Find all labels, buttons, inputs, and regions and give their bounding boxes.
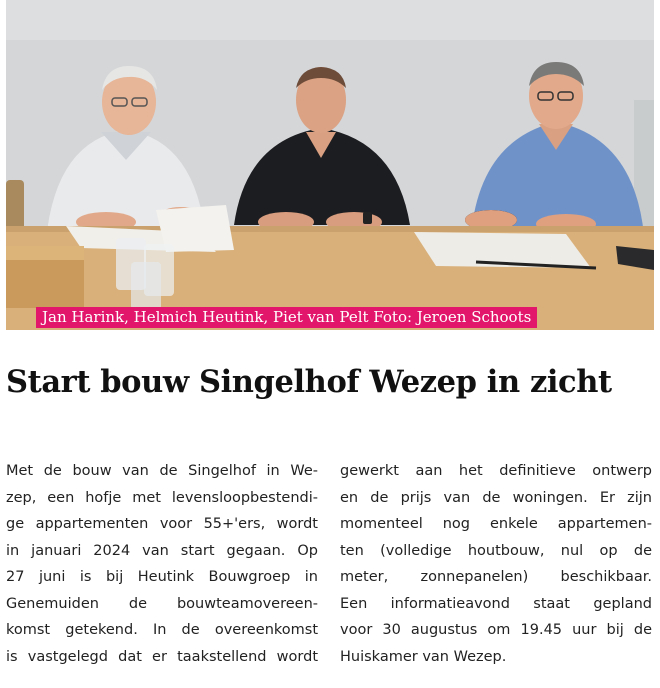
body-line: is vastgelegd dat er taakstellend wordt <box>6 648 318 665</box>
article-headline: Start bouw Singelhof Wezep in zicht <box>6 364 612 400</box>
article-photo <box>6 0 654 330</box>
body-line: gewerkt aan het definitieve ontwerp <box>340 463 652 479</box>
body-line: komst getekend. In de overeenkomst <box>6 622 318 638</box>
body-line: meter, zonnepanelen) beschikbaar. <box>340 569 652 585</box>
body-line: en de prijs van de woningen. Er zijn <box>340 489 652 506</box>
article-column-2 <box>340 458 652 670</box>
body-line: voor 30 augustus om 19.45 uur bij de <box>340 622 652 638</box>
article-column-1 <box>6 458 318 670</box>
photo-caption: Jan Harink, Helmich Heutink, Piet van Pelt Foto: Jeroen Schoots <box>36 307 537 328</box>
photo-illustration <box>6 0 654 330</box>
body-line: 27 juni is bij Heutink Bouwgroep in <box>6 569 318 585</box>
body-line: zep, een hofje met levensloopbestendi- <box>6 489 318 506</box>
body-line: in januari 2024 van start gegaan. Op <box>6 542 318 559</box>
body-line: ten (volledige houtbouw, nul op de <box>340 542 652 559</box>
body-line: momenteel nog enkele appartemen- <box>340 516 652 532</box>
body-line: Met de bouw van de Singelhof in We- <box>6 463 318 479</box>
body-line: Huiskamer van Wezep. <box>340 648 507 665</box>
body-line: Een informatieavond staat gepland <box>340 595 652 612</box>
body-line: Genemuiden de bouwteamovereen- <box>6 595 318 612</box>
body-line: ge appartementen voor 55+'ers, wordt <box>6 516 318 532</box>
